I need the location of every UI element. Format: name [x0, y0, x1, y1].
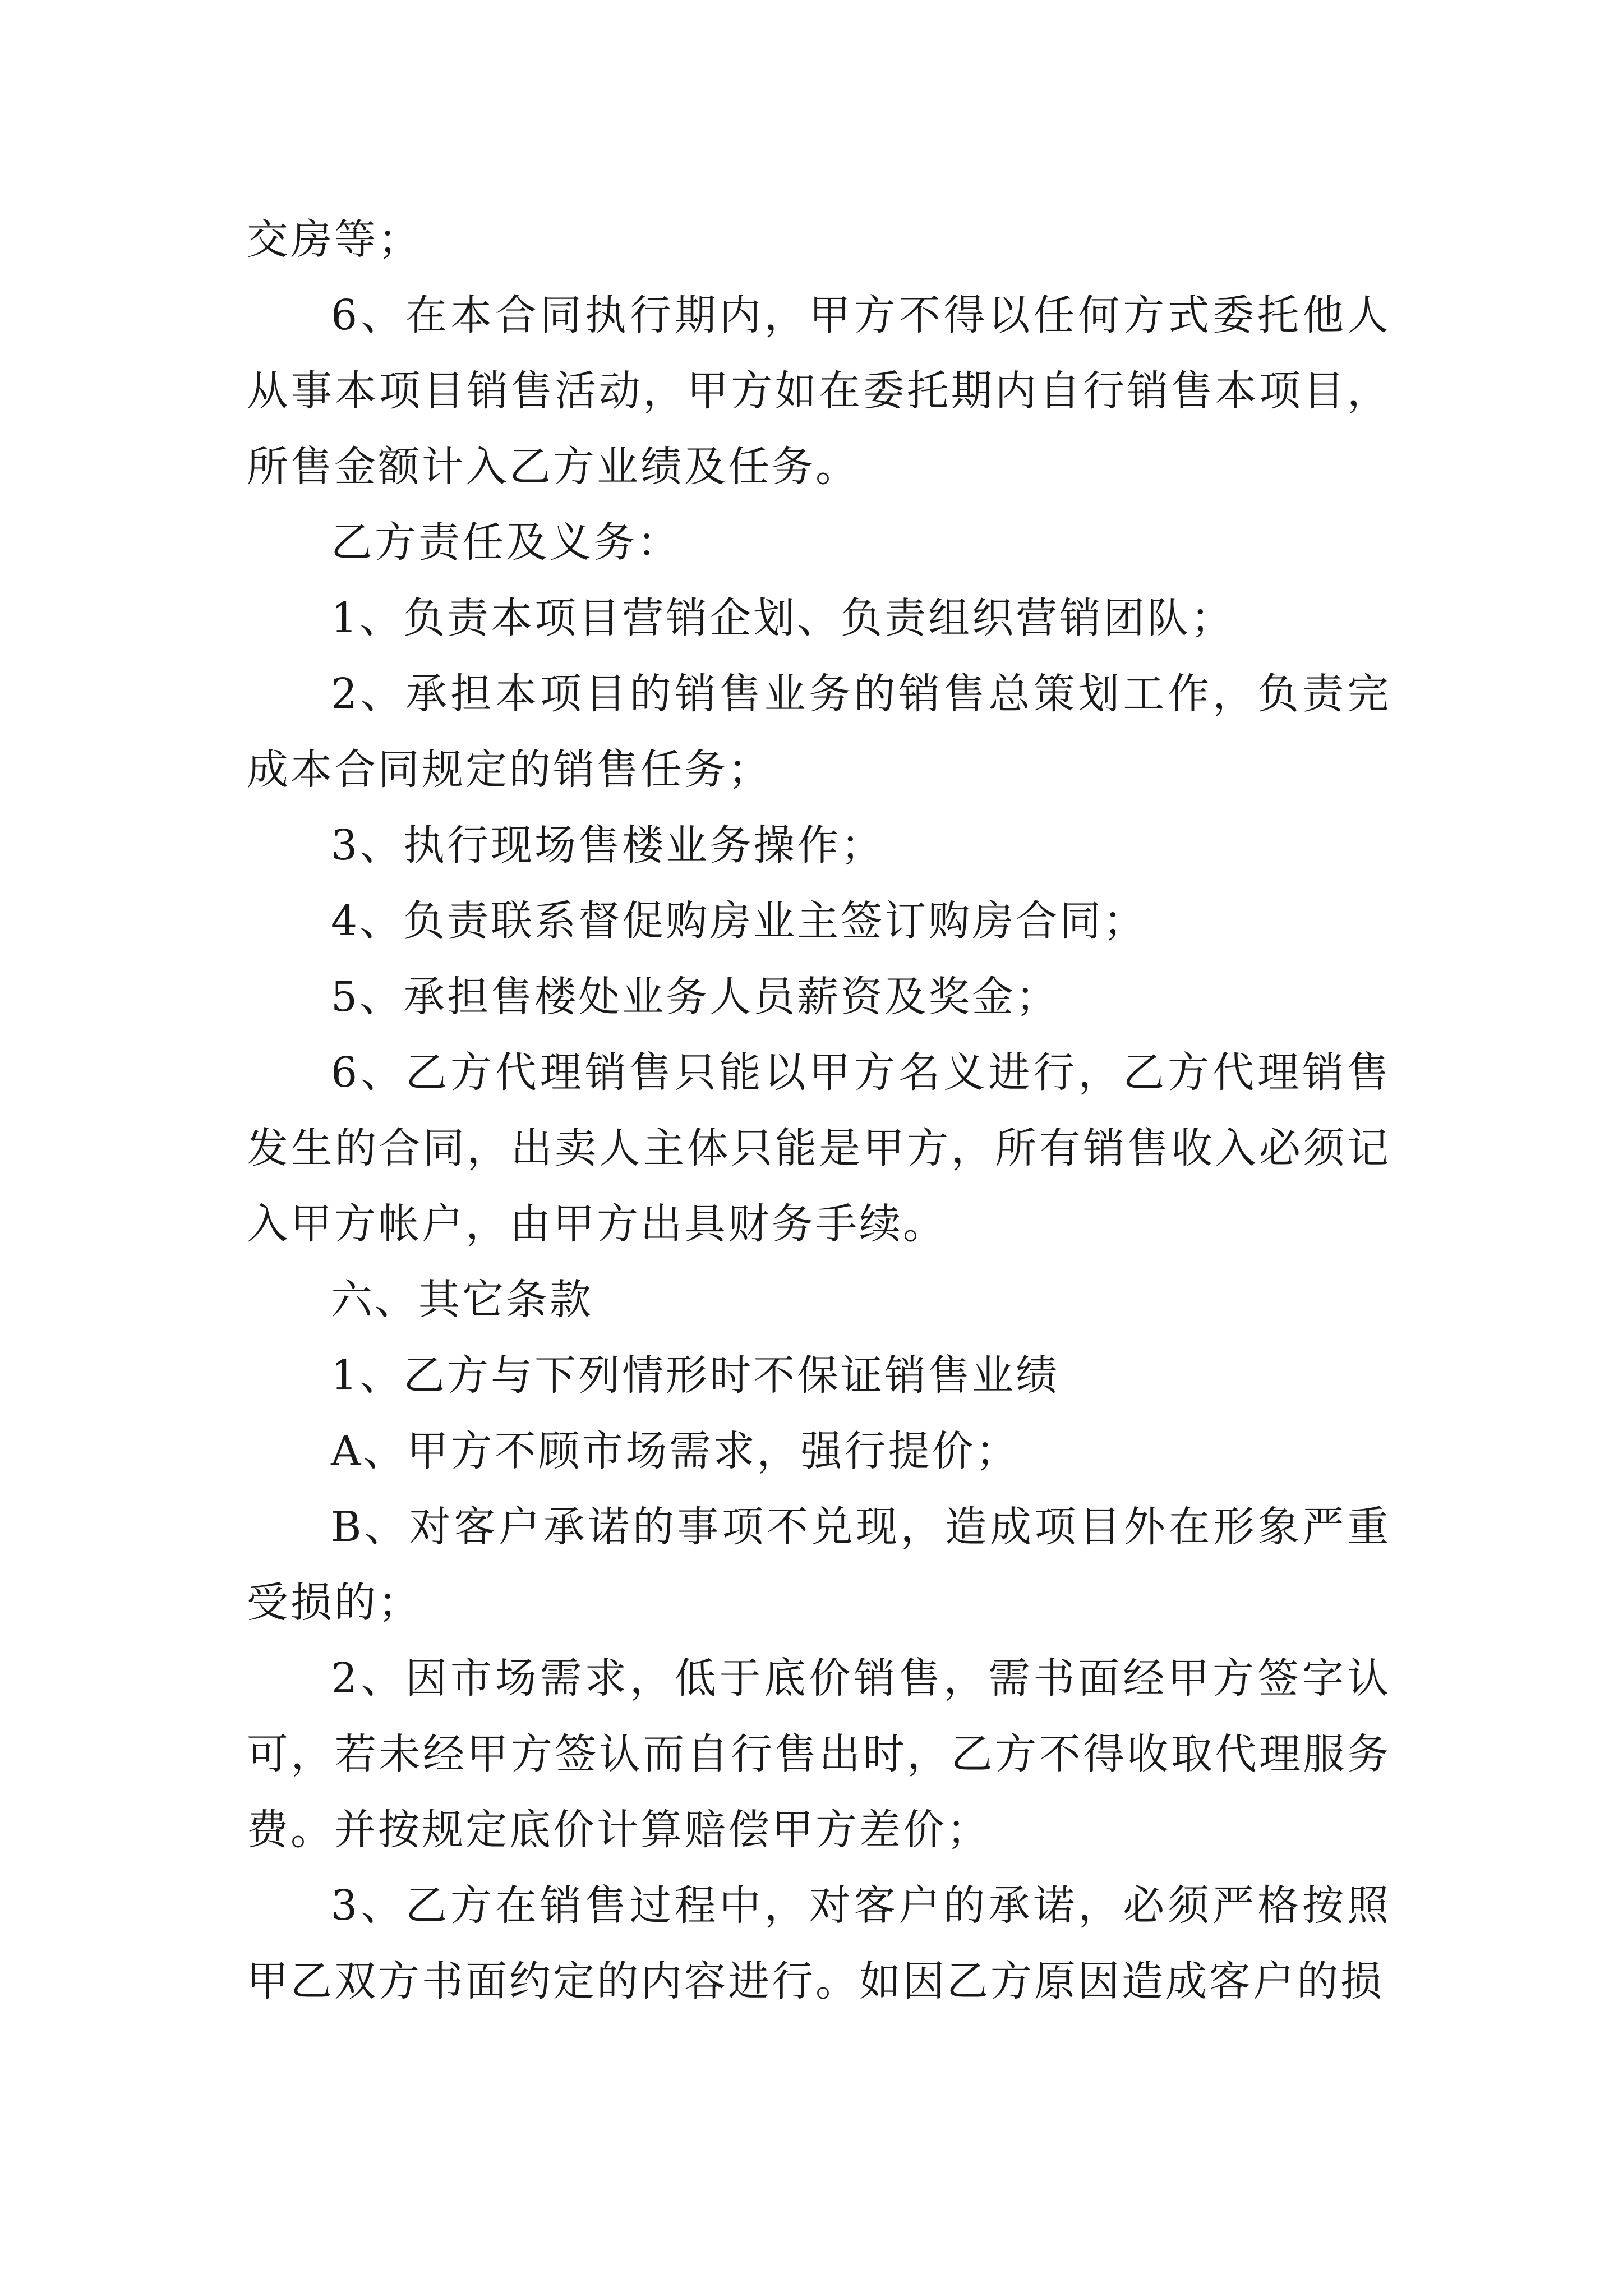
- party-b-item-2: 2、承担本项目的销售业务的销售总策划工作，负责完成本合同规定的销售任务；: [247, 670, 1391, 794]
- other-terms-item-1: 1、乙方与下列情形时不保证销售业绩: [331, 1351, 1060, 1400]
- party-b-item-5: 5、承担售楼处业务人员薪资及奖金；: [331, 973, 1060, 1021]
- clause-6-entrustment: 6、在本合同执行期内，甲方不得以任何方式委托他人从事本项目销售活动，甲方如在委托期内自行销售本项目，所售金额计入乙方业绩及任务。: [247, 291, 1391, 491]
- party-b-item-6: 6、乙方代理销售只能以甲方名义进行，乙方代理销售发生的合同，出卖人主体只能是甲方，所有销售收入必须记入甲方帐户，由甲方出具财务手续。: [247, 1048, 1391, 1248]
- other-terms-item-2: 2、因市场需求，低于底价销售，需书面经甲方签字认可，若未经甲方签认而自行售出时，乙方不得收取代理服务费。并按规定底价计算赔偿甲方差价；: [247, 1654, 1391, 1854]
- other-terms-item-1a: A、甲方不顾市场需求，强行提价；: [331, 1427, 1020, 1475]
- party-b-item-3: 3、执行现场售楼业务操作；: [331, 821, 885, 869]
- paragraph-continuation: 交房等；: [247, 215, 422, 264]
- section-heading-party-b: 乙方责任及义务：: [331, 518, 681, 567]
- other-terms-item-1b: B、对客户承诺的事项不兑现，造成项目外在形象严重受损的；: [247, 1503, 1391, 1627]
- section-heading-other-terms: 六、其它条款: [331, 1276, 593, 1324]
- party-b-item-4: 4、负责联系督促购房业主签订购房合同；: [331, 897, 1147, 945]
- other-terms-item-3: 3、乙方在销售过程中，对客户的承诺，必须严格按照甲乙双方书面约定的内容进行。如因乙方原因造成客户的损: [247, 1881, 1391, 2005]
- body-text: [247, 202, 1391, 2019]
- party-b-item-1: 1、负责本项目营销企划、负责组织营销团队；: [331, 594, 1235, 642]
